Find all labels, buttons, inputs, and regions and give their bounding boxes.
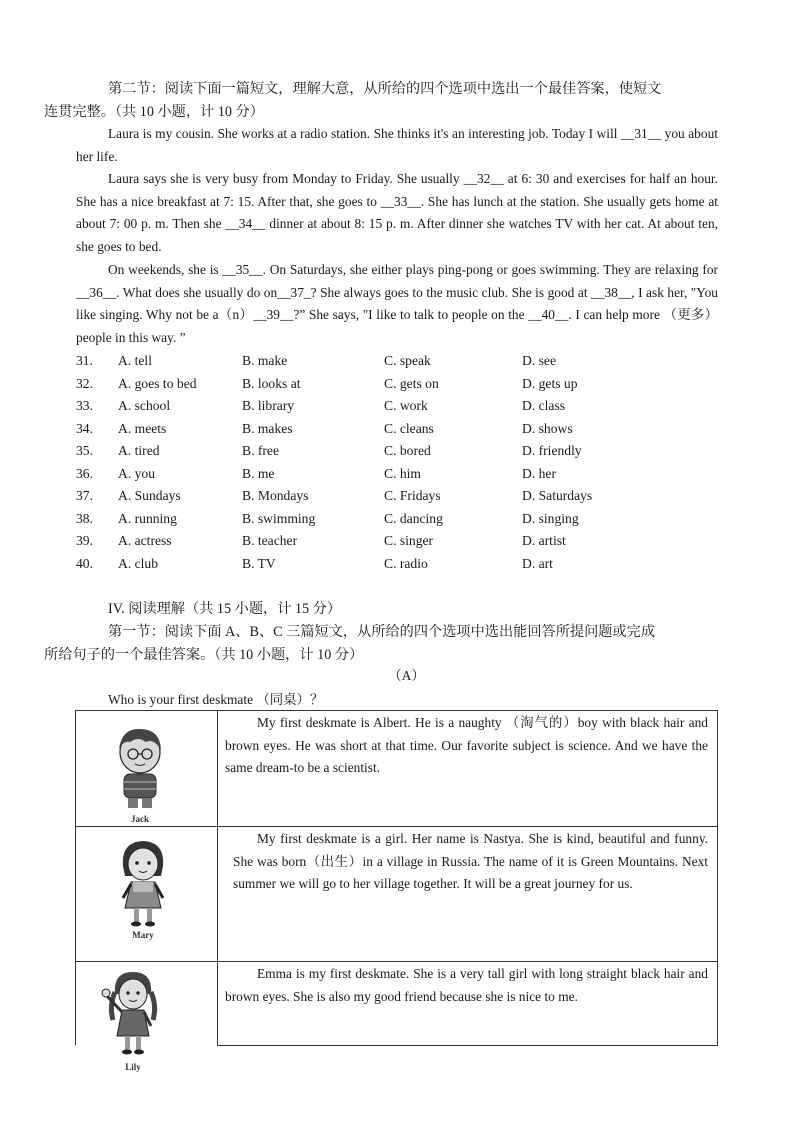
option-b: B. looks at <box>242 375 301 391</box>
option-a: A. tell <box>118 353 152 368</box>
row-text-mary: My first deskmate is a girl. Her name is Nastya. She is kind, beautiful and funny. She was born（出生）in a village in Russia. The name of it is Green Mountains. Next summer we will go to her village together. It will be a great journey for us. <box>233 831 708 892</box>
option-c: C. gets on <box>384 375 439 391</box>
option-c: C. Fridays <box>384 488 441 503</box>
option-c: C. bored <box>384 443 431 458</box>
option-a: A. goes to bed <box>118 375 197 391</box>
question-number: 32. <box>76 375 93 391</box>
table-border-left <box>75 710 76 1045</box>
option-c: C. dancing <box>384 510 443 526</box>
girl-waving-icon <box>93 966 173 1058</box>
section-heading <box>44 78 718 123</box>
option-d: D. her <box>522 465 556 481</box>
question-number: 36. <box>76 465 93 481</box>
mary-illustration <box>103 836 183 946</box>
question-row <box>76 440 716 463</box>
question-row <box>76 463 716 486</box>
part4-instructions-line2: 所给句子的一个最佳答案。（共 10 小题，计 10 分） <box>44 646 364 663</box>
passage-paragraph-2: Laura says she is very busy from Monday to Friday. She usually __32__ at 6: 30 and exercises for half an hour. She has a nice breakfast at 7: 15. After that, she goes to __33__. She has lunch at the station. She usually gets home at about 7: 00 p. m. Then she __34__ dinner at about 8: 15 p. m. After dinner she watches TV with her cat. At about ten, she goes to bed. <box>76 171 718 255</box>
option-a: A. running <box>118 510 177 526</box>
table-row-divider <box>75 826 718 827</box>
lily-illustration <box>93 966 173 1076</box>
girl-in-dress-icon <box>103 836 183 928</box>
question-number: 34. <box>76 420 93 436</box>
table-border-right <box>717 710 718 1046</box>
part4-instructions <box>44 621 718 666</box>
option-b: B. make <box>242 353 288 368</box>
option-b: B. teacher <box>242 533 298 548</box>
option-d: D. art <box>522 555 553 571</box>
question-number: 35. <box>76 443 93 458</box>
question-row <box>76 373 716 396</box>
jack-illustration <box>100 722 180 826</box>
passage-label: （A） <box>387 668 425 683</box>
question-number: 37. <box>76 488 93 503</box>
question-row <box>76 395 716 418</box>
question-row <box>76 553 716 576</box>
row-text-lily: Emma is my first deskmate. She is a very tall girl with long straight black hair and brown eyes. She is also my good friend because she is nice to me. <box>225 966 708 1004</box>
option-d: D. shows <box>522 420 573 436</box>
section-heading-line2: 连贯完整。（共 10 小题，计 10 分） <box>44 103 264 120</box>
option-b: B. Mondays <box>242 488 309 503</box>
part4-title: IV. 阅读理解（共 15 小题，计 15 分） <box>108 601 342 617</box>
jack-caption: Jack <box>131 814 149 824</box>
lily-caption: Lily <box>125 1062 141 1072</box>
option-c: C. singer <box>384 533 434 548</box>
option-a: A. tired <box>118 443 160 458</box>
option-c: C. cleans <box>384 420 434 436</box>
option-d: D. artist <box>522 533 566 548</box>
option-d: D. singing <box>522 510 579 526</box>
passage-paragraph-1: Laura is my cousin. She works at a radio station. She thinks it's an interesting job. Today I will __31__ you about her life. <box>76 126 718 164</box>
question-number: 31. <box>76 353 93 368</box>
option-b: B. swimming <box>242 510 316 526</box>
section-heading-line1: 第二节：阅读下面一篇短文，理解大意，从所给的四个选项中选出一个最佳答案，使短文 <box>108 81 662 97</box>
row-text-jack: My first deskmate is Albert. He is a naughty （淘气的）boy with black hair and brown eyes. He was short at that time. Our favorite subject is science. And we have the same dream-to be a scientist. <box>225 715 708 776</box>
option-b: B. TV <box>242 555 276 571</box>
option-a: A. Sundays <box>118 488 181 503</box>
question-row <box>76 418 716 441</box>
part4-instructions-line1: 第一节：阅读下面 A、B、C 三篇短文，从所给的四个选项中选出能回答所提问题或完成 <box>108 624 656 640</box>
table-border-top <box>75 710 718 711</box>
question-prompt: Who is your first deskmate （同桌）？ <box>108 692 324 707</box>
option-d: D. gets up <box>522 375 578 391</box>
option-d: D. friendly <box>522 443 582 458</box>
question-number: 40. <box>76 555 93 571</box>
option-d: D. Saturdays <box>522 488 593 503</box>
option-b: B. free <box>242 443 279 458</box>
table-row-divider <box>75 961 718 962</box>
option-c: C. radio <box>384 555 428 571</box>
deskmate-table <box>75 710 718 1072</box>
table-border-bottom <box>218 1045 718 1046</box>
table-column-divider <box>217 710 218 1046</box>
option-d: D. class <box>522 398 566 413</box>
question-number: 38. <box>76 510 93 526</box>
question-row <box>76 530 716 553</box>
question-row <box>76 350 716 373</box>
question-row <box>76 485 716 508</box>
option-a: A. club <box>118 555 159 571</box>
option-b: B. makes <box>242 420 293 436</box>
option-b: B. me <box>242 465 275 481</box>
option-d: D. see <box>522 353 556 368</box>
option-a: A. school <box>118 398 171 413</box>
question-number: 39. <box>76 533 93 548</box>
question-row <box>76 508 716 531</box>
passage-paragraph-3: On weekends, she is __35__. On Saturdays, she either plays ping-pong or goes swimming. They are relaxing for __36__. What does she usually do on__37_? She always goes to the music club. She is good at __38__, I ask her, "You like singing. Why not be a（n）__39__?” She says, "I like to talk to people on the __40__. I can help more （更多）people in this way. ” <box>76 262 718 346</box>
option-b: B. library <box>242 398 295 413</box>
option-a: A. actress <box>118 533 172 548</box>
question-number: 33. <box>76 398 93 413</box>
option-a: A. meets <box>118 420 167 436</box>
boy-with-glasses-icon <box>100 722 180 812</box>
option-a: A. you <box>118 465 156 481</box>
option-c: C. speak <box>384 353 431 368</box>
option-c: C. work <box>384 398 428 413</box>
mary-caption: Mary <box>132 930 154 940</box>
option-c: C. him <box>384 465 422 481</box>
